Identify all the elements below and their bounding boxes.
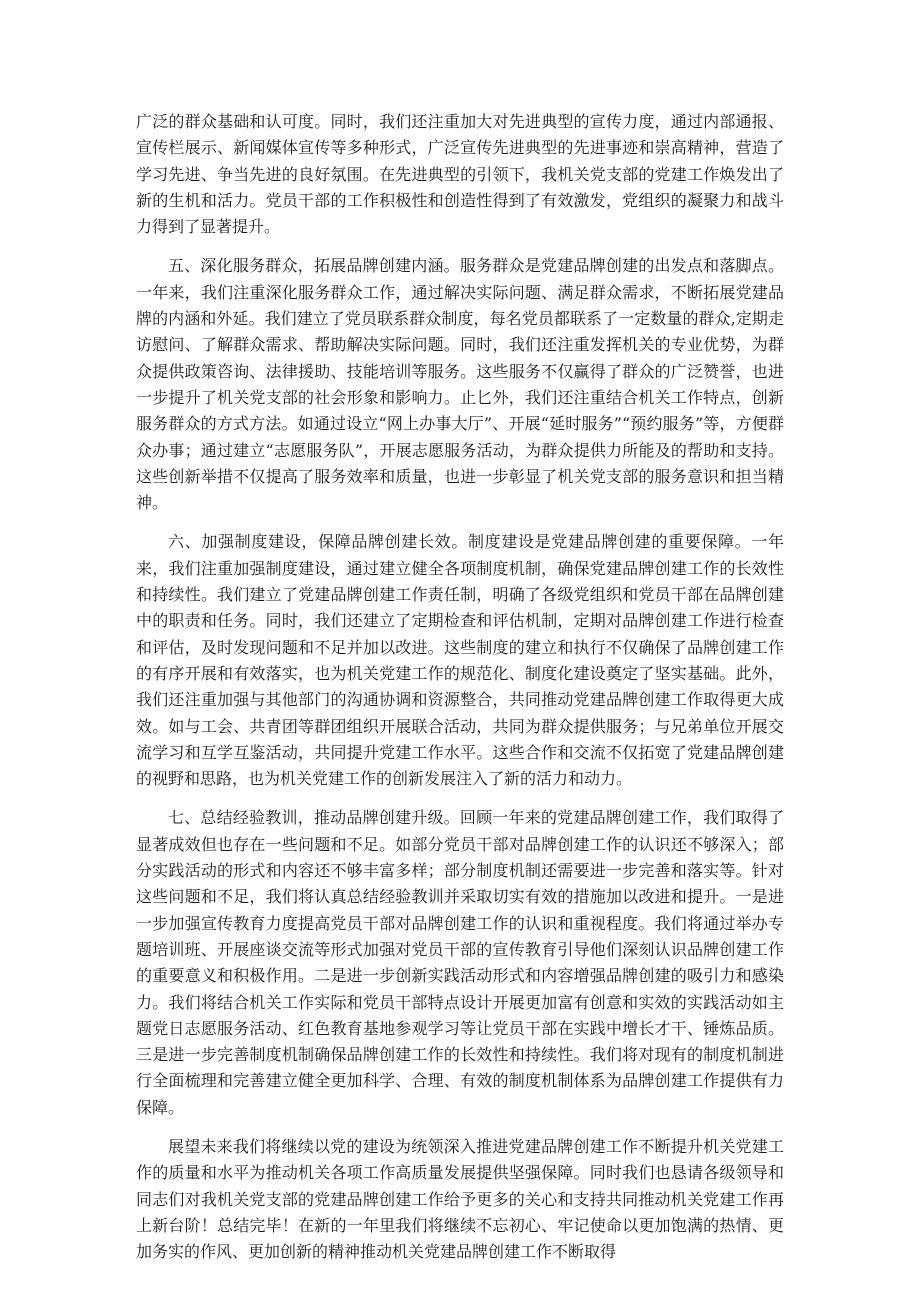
- paragraph-continuation: 广泛的群众基础和认可度。同时，我们还注重加大对先进典型的宣传力度，通过内部通报、宣传栏展示、新闻媒体宣传等多种形式，广泛宣传先进典型的先进事迹和崇高精神，营造了学习先进、争当先进的良好氛围。在先进典型的引领下，我机关党支部的党建工作焕发出了新的生机和活力。党员干部的工作积极性和创造性得到了有效激发，党组织的凝聚力和战斗力得到了显著提升。: [136, 112, 784, 237]
- paragraph-section-six: 六、加强制度建设，保障品牌创建长效。制度建设是党建品牌创建的重要保障。一年来，我们注重加强制度建设，通过建立健全各项制度机制，确保党建品牌创建工作的长效性和持续性。我们建立了党建品牌创建工作责任制，明确了各级党组织和党员干部在品牌创建中的职责和任务。同时，我们还建立了定期检查和评估机制，定期对品牌创建工作进行检查和评估，及时发现问题和不足并加以改进。这些制度的建立和执行不仅确保了品牌创建工作的有序开展和有效落实，也为机关党建工作的规范化、制度化建设奠定了坚实基础。此外，我们还注重加强与其他部门的沟通协调和资源整合，共同推动党建品牌创建工作取得更大成效。如与工会、共青团等群团组织开展联合活动，共同为群众提供服务；与兄弟单位开展交流学习和互学互鉴活动，共同提升党建工作水平。这些合作和交流不仅拓宽了党建品牌创建的视野和思路，也为机关党建工作的创新发展注入了新的活力和动力。: [136, 532, 784, 789]
- document-body: [136, 109, 784, 1278]
- paragraph-outlook: 展望未来我们将继续以党的建设为统领深入推进党建品牌创建工作不断提升机关党建工作的质量和水平为推动机关各项工作高质量发展提供坚强保障。同时我们也恳请各级领导和同志们对我机关党支部的党建品牌创建工作给予更多的关心和支持共同推动机关党建工作再上新台阶！总结完毕！在新的一年里我们将继续不忘初心、牢记使命以更加饱满的热情、更加务实的作风、更加创新的精神推动机关党建品牌创建工作不断取得: [136, 1136, 784, 1262]
- paragraph-section-seven: 七、总结经验教训，推动品牌创建升级。回顾一年来的党建品牌创建工作，我们取得了显著成效但也存在一些问题和不足。如部分党员干部对品牌创建工作的认识还不够深入；部分实践活动的形式和内容还不够丰富多样；部分制度机制还需要进一步完善和落实等。针对这些问题和不足，我们将认真总结经验教训并采取切实有效的措施加以改进和提升。一是进一步加强宣传教育力度提高党员干部对品牌创建工作的认识和重视程度。我们将通过举办专题培训班、开展座谈交流等形式加强对党员干部的宣传教育引导他们深刻认识品牌创建工作的重要意义和积极作用。二是进一步创新实践活动形式和内容增强品牌创建的吸引力和感染力。我们将结合机关工作实际和党员干部特点设计开展更加富有创意和实效的实践活动如主题党日志愿服务活动、红色教育基地参观学习等让党员干部在实践中增长才干、锤炼品质。三是进一步完善制度机制确保品牌创建工作的长效性和持续性。我们将对现有的制度机制进行全面梳理和完善建立健全更加科学、合理、有效的制度机制体系为品牌创建工作提供有力保障。: [136, 808, 784, 1117]
- paragraph-section-five: 五、深化服务群众，拓展品牌创建内涵。服务群众是党建品牌创建的出发点和落脚点。一年来，我们注重深化服务群众工作，通过解决实际问题、满足群众需求，不断拓展党建品牌的内涵和外延。我们建立了党员联系群众制度，每名党员都联系了一定数量的群众,定期走访慰问、了解群众需求、帮助解决实际问题。同时，我们还注重发挥机关的专业优势，为群众提供政策咨询、法律援助、技能培训等服务。这些服务不仅赢得了群众的广泛赞誉，也进一步提升了机关党支部的社会形象和影响力。止匕外，我们还注重结合机关工作特点，创新服务群众的方式方法。如通过设立“网上办事大厅”、开展“延时服务”“预约服务”等，方便群众办事；通过建立“志愿服务队”，开展志愿服务活动，为群众提供力所能及的帮助和支持。这些创新举措不仅提高了服务效率和质量，也进一步彰显了机关党支部的服务意识和担当精神。: [136, 256, 784, 513]
